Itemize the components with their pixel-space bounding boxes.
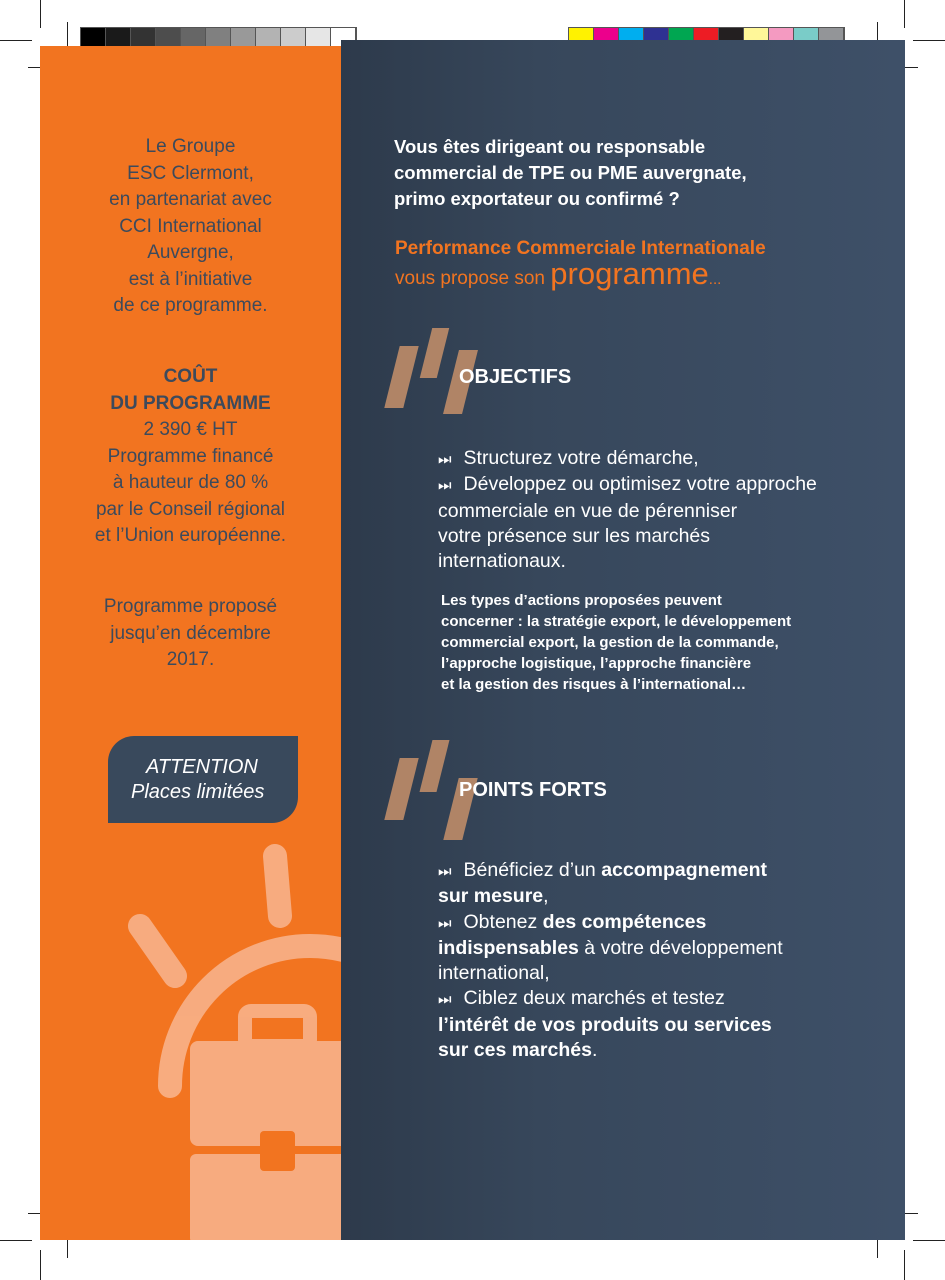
- question-line: Vous êtes dirigeant ou responsable: [394, 136, 706, 157]
- program-name: Performance Commerciale Internationale: [395, 238, 766, 259]
- intro-line: CCI International: [119, 215, 262, 237]
- program-tagline: [395, 256, 721, 292]
- list-item-bold: sur mesure: [438, 885, 544, 908]
- actions-line: concerner : la stratégie export, le développement: [441, 613, 792, 630]
- intro-line: Le Groupe: [145, 136, 236, 157]
- question-line: primo exportateur ou confirmé ?: [394, 188, 680, 209]
- list-item-text: internationaux.: [438, 550, 566, 573]
- fast-forward-icon: ⏭: [438, 914, 452, 932]
- briefcase-lightbulb-icon: [110, 836, 341, 1240]
- list-item-text: .: [591, 1039, 598, 1062]
- list-item-cont: [438, 936, 783, 961]
- cost-title: COÛT: [163, 366, 218, 387]
- actions-line: commercial export, la gestion de la commande,: [441, 634, 779, 651]
- tagline-programme: programme: [550, 256, 709, 291]
- period-line: 2017.: [166, 649, 215, 670]
- tagline-text: vous propose son: [395, 268, 545, 289]
- list-item: [438, 446, 817, 472]
- period-line: jusqu’en décembre: [110, 622, 271, 644]
- fast-forward-icon: ⏭: [438, 863, 452, 880]
- period-text: [40, 594, 341, 674]
- list-item-cont: [438, 884, 783, 909]
- list-item: [438, 986, 783, 1012]
- points-forts-list: [438, 858, 783, 1063]
- list-item-text: Obtenez: [463, 910, 543, 933]
- question-line: commercial de TPE ou PME auvergnate,: [394, 162, 747, 183]
- fast-forward-icon: ⏭: [438, 451, 452, 468]
- intro-question: [394, 134, 747, 212]
- list-item-text: commerciale en vue de pérenniser: [438, 499, 738, 522]
- list-item-bold: accompagnement: [601, 859, 767, 881]
- cost-block: [40, 364, 341, 550]
- attention-badge: [108, 736, 298, 823]
- list-item-text: Bénéficiez d’un: [463, 859, 602, 881]
- cost-title: DU PROGRAMME: [110, 392, 271, 414]
- actions-line: et la gestion des risques à l’international…: [441, 676, 747, 693]
- fast-forward-icon: ⏭: [438, 477, 452, 495]
- attention-title: ATTENTION: [146, 756, 258, 778]
- list-item-text: Ciblez deux marchés et testez: [463, 987, 725, 1010]
- left-panel: [40, 46, 341, 1240]
- list-item-cont: [438, 1038, 783, 1063]
- intro-text: [40, 134, 341, 320]
- points-forts-title: POINTS FORTS: [459, 779, 607, 801]
- list-item: [438, 858, 783, 884]
- actions-line: Les types d’actions proposées peuvent: [441, 592, 722, 609]
- list-item-cont: [438, 1013, 783, 1038]
- intro-line: est à l’initiative: [128, 268, 253, 290]
- intro-line: Auvergne,: [147, 242, 234, 263]
- list-item: [438, 472, 817, 498]
- list-item-bold: sur ces marchés: [438, 1039, 592, 1062]
- list-item-text: ,: [543, 885, 549, 908]
- actions-paragraph: [441, 590, 791, 695]
- list-item: [438, 910, 783, 936]
- list-item-text: Développez ou optimisez votre approche: [463, 473, 817, 496]
- list-item-text: à votre développement: [578, 936, 783, 959]
- objectifs-list: [438, 446, 817, 574]
- period-line: Programme proposé: [103, 596, 278, 617]
- cost-line: Programme financé: [107, 445, 274, 467]
- list-item-bold: des compétences: [542, 910, 707, 933]
- intro-line: en partenariat avec: [109, 189, 272, 210]
- right-panel: [341, 40, 905, 1240]
- list-item-text: votre présence sur les marchés: [438, 524, 711, 547]
- objectifs-title: OBJECTIFS: [459, 366, 572, 388]
- list-item-text: Structurez votre démarche,: [463, 447, 699, 469]
- cost-line: à hauteur de 80 %: [112, 472, 269, 493]
- cost-line: par le Conseil régional: [95, 498, 286, 520]
- cost-line: 2 390 € HT: [143, 419, 238, 440]
- attention-subtitle: Places limitées: [131, 781, 265, 803]
- intro-line: ESC Clermont,: [127, 162, 254, 184]
- cost-line: et l’Union européenne.: [94, 525, 287, 546]
- intro-line: de ce programme.: [113, 295, 268, 316]
- list-item-text: international,: [438, 962, 550, 985]
- list-item-bold: l’intérêt de vos produits ou services: [438, 1013, 772, 1036]
- list-item-bold: indispensables: [438, 936, 579, 959]
- actions-line: l’approche logistique, l’approche financière: [441, 655, 752, 672]
- fast-forward-icon: ⏭: [438, 991, 452, 1009]
- tagline-ellipsis: ...: [708, 271, 722, 288]
